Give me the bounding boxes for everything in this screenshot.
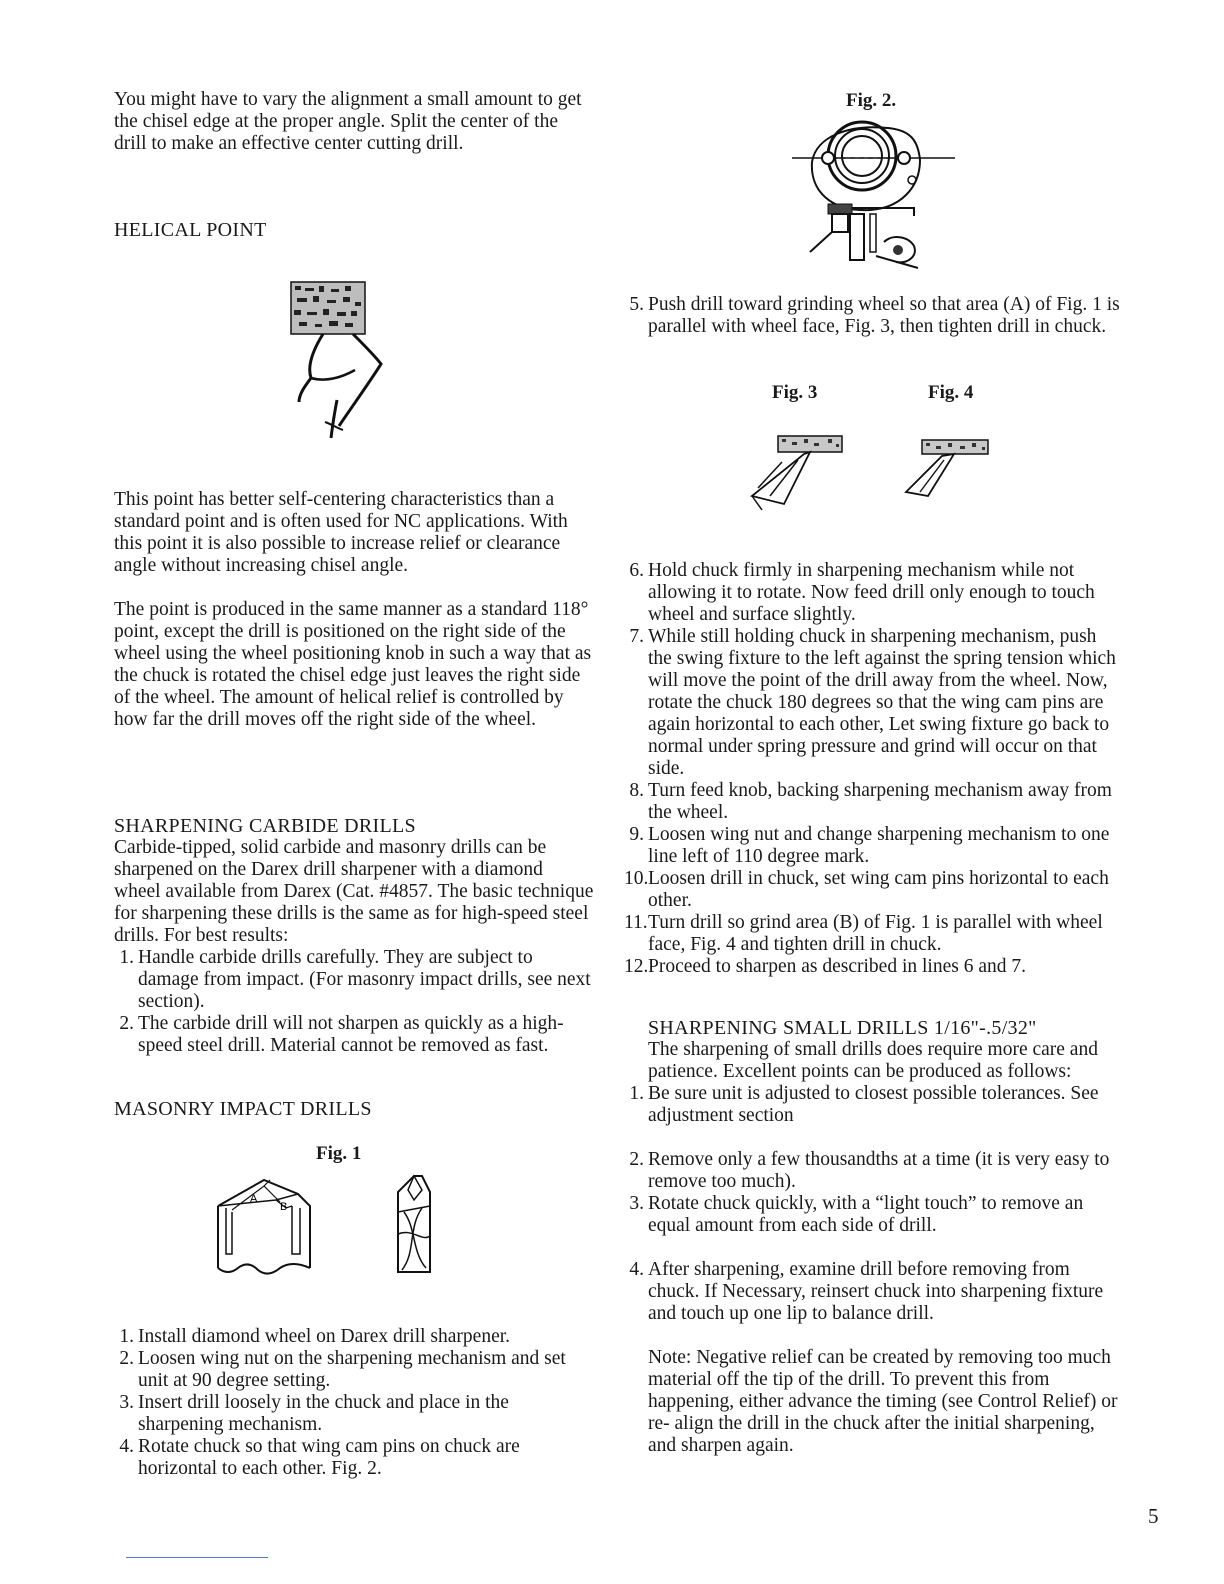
fig3-label: Fig. 3 [772,382,818,403]
fig1-label-a: A [250,1193,258,1205]
intro-text: You might have to vary the alignment a small amount to get the chisel edge at the proper angle. Split the center of the drill to make an effective center cutting drill. [114,89,582,154]
note-paragraph: Note: Negative relief can be created by removing too much material off the tip of the drill. To prevent this from happening, either advance the timing (see Control Relief) or re- align the drill in the chuck after the initial sharpening, and sharpen again. [648,1347,1118,1456]
fig3-drawing [748,430,848,514]
page-number: 5 [1148,1504,1159,1528]
helical-body [114,489,594,731]
fig1-drill-end-drawing [210,1172,320,1282]
masonry-body [114,1326,594,1480]
small-steps-a [624,1083,1124,1127]
list-item: 6. Hold chuck firmly in sharpening mechanism while not allowing it to rotate. Now feed drill only enough to touch wheel and surface slightly. [629,560,1095,625]
carbide-steps [114,947,594,1057]
fig4-drawing [902,430,992,500]
masonry-steps [114,1326,594,1480]
list-item: 3. Rotate chuck quickly, with a “light touch” to remove an equal amount from each side of drill. [629,1193,1084,1236]
list-item: 4. After sharpening, examine drill before removing from chuck. If Necessary, reinsert chuck into sharpening fixture and touch up one lip to balance drill. [629,1259,1104,1324]
fig2-sharpener-drawing [790,116,960,272]
small-drills-heading: SHARPENING SMALL DRILLS 1/16"-.5/32" [648,1017,1037,1039]
list-item: 2. Remove only a few thousandths at a time (it is very easy to remove too much). [629,1149,1110,1192]
list-item: 3. Insert drill loosely in the chuck and place in the sharpening mechanism. [119,1392,509,1435]
list-item: 12. Proceed to sharpen as described in lines 6 and 7. [624,956,1026,977]
list-item: 11. Turn drill so grind area (B) of Fig. 1 is parallel with wheel face, Fig. 4 and tighten drill in chuck. [624,912,1103,955]
small-steps-b [624,1149,1124,1237]
fig2-label: Fig. 2. [846,90,897,111]
carbide-heading: SHARPENING CARBIDE DRILLS [114,815,416,837]
small-steps-c [624,1259,1124,1325]
helical-paragraph-2: The point is produced in the same manner as a standard 118° point, except the drill is positioned on the right side of the wheel using the wheel positioning knob in such a way that as the chuck is rotated the chisel edge just leaves the right side of the wheel. The amount of helical relief is controlled by how far the drill moves off the right side of the wheel. [114,599,592,730]
small-drills-section [624,1017,1124,1457]
helical-point-figure [285,278,400,443]
intro-paragraph [114,89,594,155]
list-item: 2. The carbide drill will not sharpen as quickly as a high-speed steel drill. Material cannot be removed as fast. [119,1013,564,1056]
list-item: 1. Handle carbide drills carefully. They are subject to damage from impact. (For masonry impact drills, see next section). [119,947,591,1012]
footer-rule [126,1557,268,1558]
list-item: 7. While still holding chuck in sharpening mechanism, push the swing fixture to the left against the spring tension which will move the point of the drill away from the wheel. Now, rotate the chuck 180 degrees so that the wing cam pins are again horizontal to each other, Let swing fixture go back to normal under spring pressure and grind will occur on that side. [629,626,1116,779]
helical-heading: HELICAL POINT [114,219,267,241]
fig1-drill-side-drawing [392,1172,442,1282]
small-drills-paragraph: The sharpening of small drills does require more care and patience. Excellent points can be produced as follows: [648,1039,1098,1082]
list-item: 5. Push drill toward grinding wheel so that area (A) of Fig. 1 is parallel with wheel face, Fig. 3, then tighten drill in chuck. [629,294,1120,337]
fig1-label-b: B [280,1201,288,1213]
list-item: 2. Loosen wing nut on the sharpening mechanism and set unit at 90 degree setting. [119,1348,566,1391]
step5-block [624,294,1124,338]
fig4-label: Fig. 4 [928,382,974,403]
carbide-section [114,815,594,1057]
list-item: 4. Rotate chuck so that wing cam pins on chuck are horizontal to each other. Fig. 2. [119,1436,520,1479]
step5-list [624,294,1124,338]
list-item: 1. Install diamond wheel on Darex drill sharpener. [119,1326,511,1347]
steps-6-12-block [624,560,1124,978]
list-item: 1. Be sure unit is adjusted to closest possible tolerances. See adjustment section [629,1083,1099,1126]
helical-paragraph-1: This point has better self-centering characteristics than a standard point and is often used for NC applications. With this point it is also possible to increase relief or clearance angle without increasing chisel angle. [114,489,568,576]
carbide-paragraph: Carbide-tipped, solid carbide and masonry drills can be sharpened on the Darex drill sharpener with a diamond wheel available from Darex (Cat. #4857. The basic technique for sharpening these drills is the same as for high-speed steel drills. For best results: [114,837,594,946]
list-item: 9. Loosen wing nut and change sharpening mechanism to one line left of 110 degree mark. [629,824,1110,867]
fig1-label: Fig. 1 [316,1143,362,1164]
steps-6-12 [624,560,1124,978]
list-item: 8. Turn feed knob, backing sharpening mechanism away from the wheel. [629,780,1112,823]
helical-section [114,219,594,241]
masonry-section [114,1098,594,1120]
list-item: 10. Loosen drill in chuck, set wing cam pins horizontal to each other. [624,868,1109,911]
masonry-heading: MASONRY IMPACT DRILLS [114,1098,372,1120]
